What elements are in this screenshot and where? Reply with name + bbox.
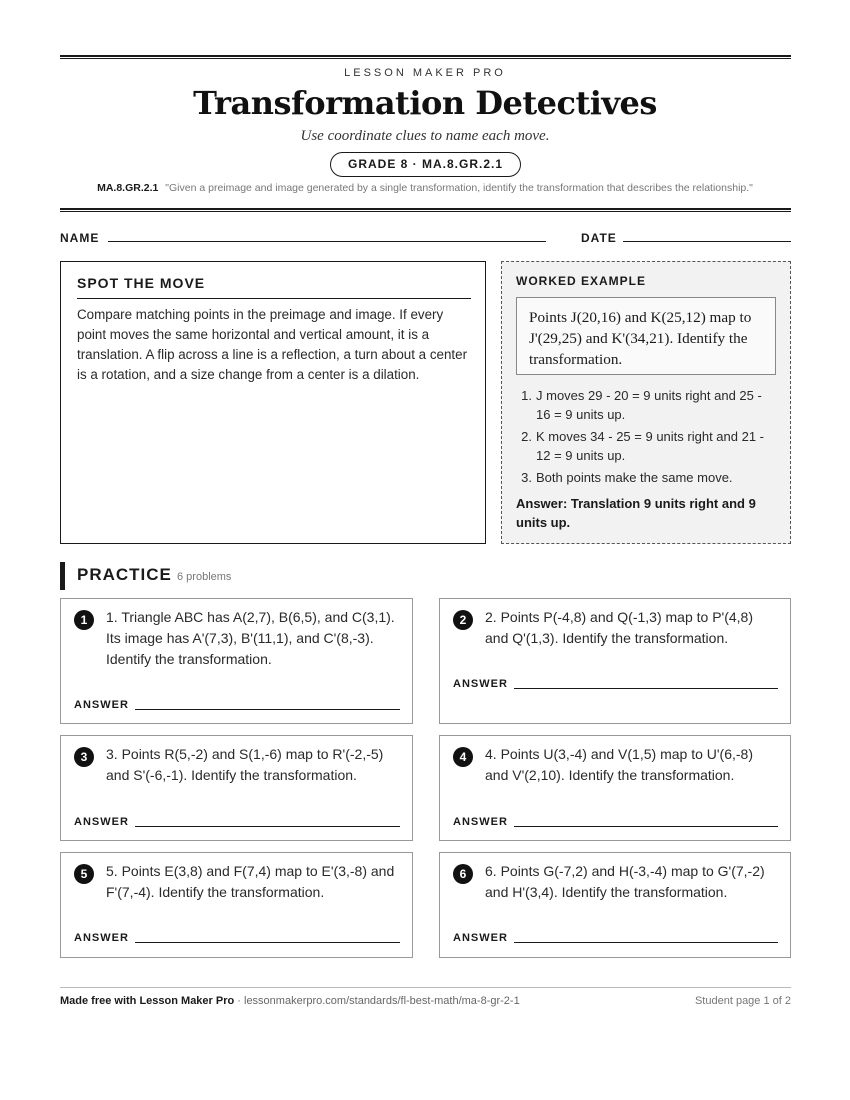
spot-the-move-title: SPOT THE MOVE bbox=[77, 275, 206, 291]
footer-divider bbox=[60, 987, 791, 988]
problem-number-badge: 1 bbox=[74, 610, 94, 630]
problem-text: 4. Points U(3,-4) and V(1,5) map to U'(6,-8) and V'(2,10). Identify the transformation. bbox=[485, 746, 753, 783]
step-text: Both points make the same move. bbox=[536, 470, 733, 485]
spot-the-move-text: Compare matching points in the preimage and image. If every point moves the same horizontal and vertical amount, it is a translation. A flip across a line is a reflection, a turn about a center is a rotation, and a size change from a center is a dilation. bbox=[77, 307, 468, 382]
answer-field[interactable] bbox=[135, 826, 400, 827]
answer-label: ANSWER bbox=[74, 932, 129, 944]
problem-text: 5. Points E(3,8) and F(7,4) map to E'(3,-8) and F'(7,-4). Identify the transformation. bbox=[106, 863, 395, 900]
standard-code: MA.8.GR.2.1 bbox=[97, 182, 159, 194]
date-field[interactable] bbox=[623, 241, 791, 242]
step-text: K moves 34 - 25 = 9 units right and 21 - 12 = 9 units up. bbox=[536, 429, 764, 463]
brand-label: LESSON MAKER PRO bbox=[344, 67, 506, 79]
page-indicator: Student page 1 of 2 bbox=[694, 995, 791, 1007]
problem-card-3 bbox=[60, 735, 413, 841]
answer-label: ANSWER bbox=[453, 816, 508, 828]
answer-label: ANSWER bbox=[453, 678, 508, 690]
answer-field[interactable] bbox=[514, 942, 778, 943]
practice-accent-bar bbox=[60, 562, 65, 590]
answer-label: ANSWER bbox=[74, 816, 129, 828]
worked-example-title: WORKED EXAMPLE bbox=[516, 274, 647, 288]
problem-card-1 bbox=[60, 598, 413, 724]
example-step bbox=[516, 427, 776, 465]
problem-text: 6. Points G(-7,2) and H(-3,-4) map to G'(7,-2) and H'(3,4). Identify the transformation. bbox=[485, 863, 765, 900]
example-step bbox=[516, 386, 776, 424]
name-field[interactable] bbox=[108, 241, 546, 242]
answer-field[interactable] bbox=[514, 688, 778, 689]
footer-credit bbox=[60, 995, 520, 1007]
answer-label: ANSWER bbox=[453, 932, 508, 944]
practice-title: PRACTICE bbox=[77, 565, 172, 584]
answer-label: ANSWER bbox=[74, 699, 129, 711]
practice-count: 6 problems bbox=[177, 571, 232, 583]
step-text: J moves 29 - 20 = 9 units right and 25 - 16 = 9 units up. bbox=[536, 388, 762, 422]
answer-field[interactable] bbox=[135, 709, 400, 710]
footer-brand: Made free with Lesson Maker Pro bbox=[60, 995, 235, 1007]
header-bottom-rule bbox=[60, 208, 791, 212]
page-title: Transformation Detectives bbox=[193, 84, 657, 122]
header-top-rule bbox=[60, 55, 791, 59]
standard-line bbox=[0, 182, 850, 194]
step-number: 1. bbox=[521, 388, 532, 403]
problem-card-6 bbox=[439, 852, 791, 958]
spot-the-move-divider bbox=[77, 298, 471, 299]
step-number: 3. bbox=[521, 470, 532, 485]
problem-number-badge: 6 bbox=[453, 864, 473, 884]
example-step bbox=[516, 468, 776, 487]
grade-badge: GRADE 8 · MA.8.GR.2.1 bbox=[330, 152, 521, 177]
problem-card-2 bbox=[439, 598, 791, 724]
date-label: DATE bbox=[581, 231, 617, 245]
spot-the-move-box bbox=[60, 261, 486, 544]
standard-description: "Given a preimage and image generated by a single transformation, identify the transformation that describes the relationship." bbox=[165, 182, 753, 194]
problem-text: 1. Triangle ABC has A(2,7), B(6,5), and C(3,1). Its image has A'(7,3), B'(11,1), and C'(8,-3). Identify the transformation. bbox=[106, 609, 395, 667]
answer-field[interactable] bbox=[514, 826, 778, 827]
problem-number-badge: 3 bbox=[74, 747, 94, 767]
problem-number-badge: 4 bbox=[453, 747, 473, 767]
problem-card-5 bbox=[60, 852, 413, 958]
step-number: 2. bbox=[521, 429, 532, 444]
problem-number-badge: 2 bbox=[453, 610, 473, 630]
problem-text: 3. Points R(5,-2) and S(1,-6) map to R'(-2,-5) and S'(-6,-1). Identify the transformation. bbox=[106, 746, 384, 783]
worked-example-box bbox=[501, 261, 791, 544]
problem-number-badge: 5 bbox=[74, 864, 94, 884]
worked-example-steps bbox=[516, 386, 776, 490]
name-label: NAME bbox=[60, 231, 100, 245]
problem-text: 2. Points P(-4,8) and Q(-1,3) map to P'(4,8) and Q'(1,3). Identify the transformation. bbox=[485, 609, 754, 646]
worked-example-prompt: Points J(20,16) and K(25,12) map to J'(29,25) and K'(34,21). Identify the transformation. bbox=[516, 297, 776, 375]
footer-url[interactable]: · lessonmakerpro.com/standards/fl-best-math/ma-8-gr-2-1 bbox=[234, 995, 520, 1007]
answer-field[interactable] bbox=[135, 942, 400, 943]
page-subtitle: Use coordinate clues to name each move. bbox=[300, 128, 550, 144]
worked-example-answer: Answer: Translation 9 units right and 9 units up. bbox=[516, 496, 756, 530]
problem-card-4 bbox=[439, 735, 791, 841]
